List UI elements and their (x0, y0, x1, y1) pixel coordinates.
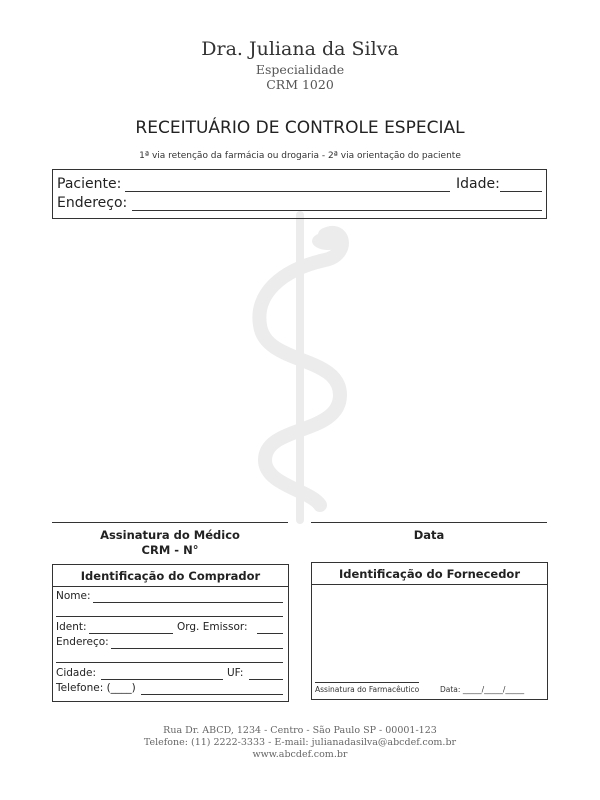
doctor-signature-line[interactable] (52, 522, 288, 523)
patient-address-field[interactable] (132, 210, 542, 211)
buyer-phone-field[interactable] (141, 694, 283, 695)
buyer-uf-label: UF: (227, 667, 244, 679)
buyer-address-label: Endereço: (56, 636, 109, 648)
crm-number: CRM 1020 (266, 77, 334, 92)
supplier-title: Identificação do Fornecedor (338, 567, 521, 581)
footer-address: Rua Dr. ABCD, 1234 - Centro - São Paulo SP - 00001-123 (163, 725, 437, 736)
doctor-name: Dra. Juliana da Silva (201, 38, 399, 60)
caduceus-icon (230, 205, 370, 525)
buyer-box (52, 564, 289, 702)
supplier-date-label: Data: _____/_____/_____ (440, 685, 525, 694)
buyer-ident-label: Ident: (56, 621, 87, 633)
patient-age-field[interactable] (500, 191, 542, 192)
supplier-title-divider (312, 584, 547, 585)
pharmacist-signature-label: Assinatura do Farmacêutico (315, 685, 420, 694)
footer-website: www.abcdef.com.br (252, 749, 348, 760)
patient-name-label: Paciente: (57, 176, 122, 192)
buyer-ident-field[interactable] (89, 633, 173, 634)
date-signature-line[interactable] (311, 522, 547, 523)
patient-box (52, 169, 547, 219)
buyer-uf-field[interactable] (249, 679, 283, 680)
patient-age-label: Idade: (456, 176, 500, 192)
pharmacist-signature-line[interactable] (315, 682, 419, 683)
buyer-name-label: Nome: (56, 590, 91, 602)
patient-name-field[interactable] (125, 191, 450, 192)
buyer-city-field[interactable] (101, 679, 223, 680)
patient-address-label: Endereço: (57, 195, 128, 211)
buyer-issuer-label: Org. Emissor: (177, 621, 248, 633)
buyer-city-label: Cidade: (56, 667, 97, 679)
buyer-title: Identificação do Comprador (80, 569, 261, 583)
buyer-address-field[interactable] (111, 648, 283, 649)
form-title: RECEITUÁRIO DE CONTROLE ESPECIAL (135, 118, 465, 138)
footer-contact: Telefone: (11) 2222-3333 - E-mail: julianadasilva@abcdef.com.br (143, 737, 457, 748)
buyer-title-divider (53, 586, 288, 587)
buyer-issuer-field[interactable] (257, 633, 283, 634)
doctor-signature-label: Assinatura do Médico (100, 528, 240, 542)
buyer-name-field[interactable] (93, 602, 283, 603)
buyer-address-line-2[interactable] (56, 662, 283, 663)
buyer-phone-label: Telefone: (____) (56, 682, 136, 694)
buyer-extra-line[interactable] (56, 616, 283, 617)
date-label: Data (413, 528, 445, 542)
supplier-box (311, 562, 548, 700)
specialty: Especialidade (255, 62, 345, 77)
doctor-crm-label: CRM - N° (141, 543, 199, 557)
via-note: 1ª via retenção da farmácia ou drogaria - 2ª via orientação do paciente (139, 151, 461, 161)
